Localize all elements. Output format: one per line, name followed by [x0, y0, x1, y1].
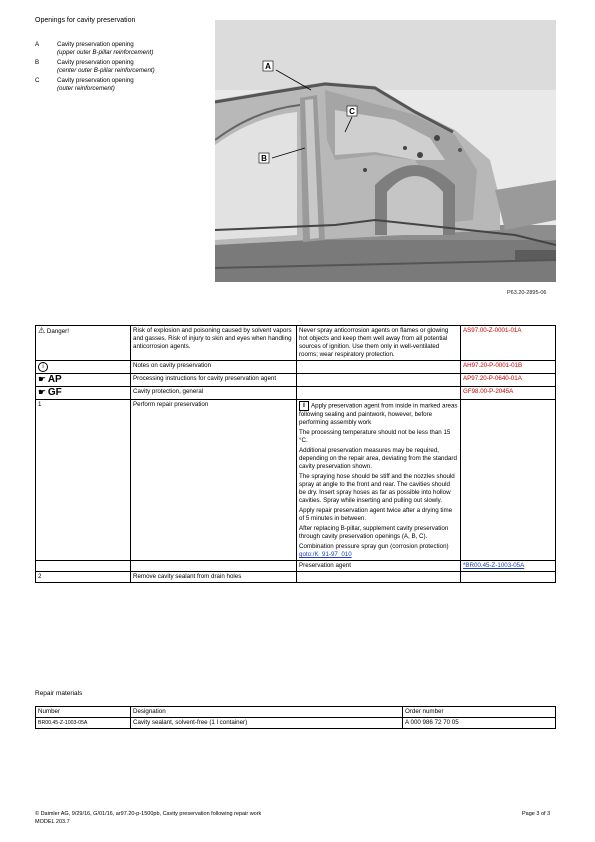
legend-text: Cavity preservation opening [57, 59, 134, 66]
repair-materials-title: Repair materials [35, 690, 83, 697]
danger-risk: Risk of explosion and poisoning caused by solvent vapors and gasses. Risk of injury to skin and eyes when handling anticorrosion agents. [131, 326, 297, 361]
step-1-row [36, 400, 556, 561]
legend-key: C [35, 77, 40, 84]
step-number: 2 [36, 572, 131, 583]
callout-a: A [265, 62, 271, 71]
step-para: Additional preservation measures may be required, depending on the repair area, deviating from the standard cavity preservation shown. [299, 447, 457, 470]
legend-sub: (upper outer B-pillar reinforcement) [57, 49, 154, 56]
page-title: Openings for cavity preservation [35, 17, 136, 24]
material-number: BR00.45-Z-1003-05A [36, 718, 131, 729]
legend-item-a [35, 41, 215, 57]
pointing-hand-icon: ☛ [38, 387, 47, 397]
danger-label: Danger! [46, 328, 69, 335]
legend-sub: (center outer B-pillar reinforcement) [57, 67, 155, 74]
legend-key: A [35, 41, 40, 48]
info-box-icon: i [299, 401, 309, 411]
photo-id: P63.20-2895-06 [507, 290, 547, 296]
header-number: Number [36, 707, 131, 718]
agent-ref-link[interactable]: *BR00.45-Z-1003-05A [461, 561, 556, 572]
legend-key: B [35, 59, 40, 66]
gf-label: GF [47, 387, 62, 398]
repair-materials-table [35, 706, 556, 729]
step-para: The spraying hose should be stiff and the nozzles should spray at angle to the front and rear. The cavities should be dry. Insert spray hoses as far as possible into hollow cavities. Spray while inserting and pulling out slowly. [299, 473, 455, 504]
info-circle-icon: i [38, 362, 48, 372]
gf-ref: GF98.00-P-2045A [461, 387, 556, 400]
footer-model: MODEL 203.7 [35, 819, 70, 825]
legend-text: Cavity preservation opening [57, 77, 134, 84]
pointing-hand-icon: ☛ [38, 374, 47, 384]
gf-text: Cavity protection, general [131, 387, 297, 400]
step-para: After replacing B-pillar, supplement cavity preservation through cavity preservation openings (A, B, C). [299, 525, 449, 540]
table-header-row [36, 707, 556, 718]
notes-ref: AH97.20-P-0001-01B [461, 361, 556, 374]
material-order-number: A 000 986 72 70 05 [403, 718, 556, 729]
step-para: i Apply preservation agent from inside in marked areas following sealing and paintwork, however, before performing assembly work [299, 402, 458, 426]
notes-row [36, 361, 556, 374]
callout-c: C [349, 107, 355, 116]
header-order-number: Order number [403, 707, 556, 718]
danger-row [36, 326, 556, 361]
warning-triangle-icon: ⚠ [38, 326, 46, 335]
legend-item-b [35, 59, 215, 75]
notes-icon-cell [36, 361, 131, 374]
notes-text: Notes on cavity preservation [131, 361, 297, 374]
ap-row [36, 374, 556, 387]
vehicle-body-photo [215, 20, 556, 282]
agent-row [36, 561, 556, 572]
step-para: Combination pressure spray gun (corrosion protection) [299, 543, 449, 550]
table-row [36, 718, 556, 729]
material-designation: Cavity sealant, solvent-free (1 l container) [131, 718, 403, 729]
step-text: Remove cavity sealant from drain holes [131, 572, 297, 583]
ap-text: Processing instructions for cavity preservation agent [131, 374, 297, 387]
ap-label-cell [36, 374, 131, 387]
gf-row [36, 387, 556, 400]
header-designation: Designation [131, 707, 403, 718]
procedure-table [35, 325, 556, 583]
legend-item-c [35, 77, 215, 93]
step-para: The processing temperature should not be less than 15 °C. [299, 429, 451, 444]
vehicle-body-illustration [215, 20, 556, 282]
ap-ref: AP97.20-P-0640-01A [461, 374, 556, 387]
danger-measure: Never spray anticorrosion agents on flames or glowing hot objects and keep them well away from all potential sources of ignition. Use them only in well-ventilated rooms; wear respiratory protection. [297, 326, 461, 361]
agent-label: Preservation agent [297, 561, 461, 572]
step-text: Perform repair preservation [131, 400, 297, 561]
step-details [297, 400, 461, 561]
page-number: Page 3 of 3 [522, 811, 551, 817]
footer-copyright: © Daimler AG, 9/29/16, G/01/16, ar97.20-p-1500pb, Cavity preservation following repair work [35, 811, 262, 817]
callout-b: B [261, 154, 267, 163]
danger-label-cell [36, 326, 131, 361]
legend-sub: (outer reinforcement) [57, 85, 115, 92]
danger-ref: AS97.00-Z-0001-01A [461, 326, 556, 361]
step-para: Apply repair preservation agent twice after a drying time of 5 minutes in between. [299, 507, 453, 522]
tool-link[interactable]: goto:/K_91-97_010 [299, 551, 352, 558]
legend-text: Cavity preservation opening [57, 41, 134, 48]
gf-label-cell [36, 387, 131, 400]
ap-label: AP [47, 374, 62, 385]
step-2-row [36, 572, 556, 583]
step-number: 1 [36, 400, 131, 561]
